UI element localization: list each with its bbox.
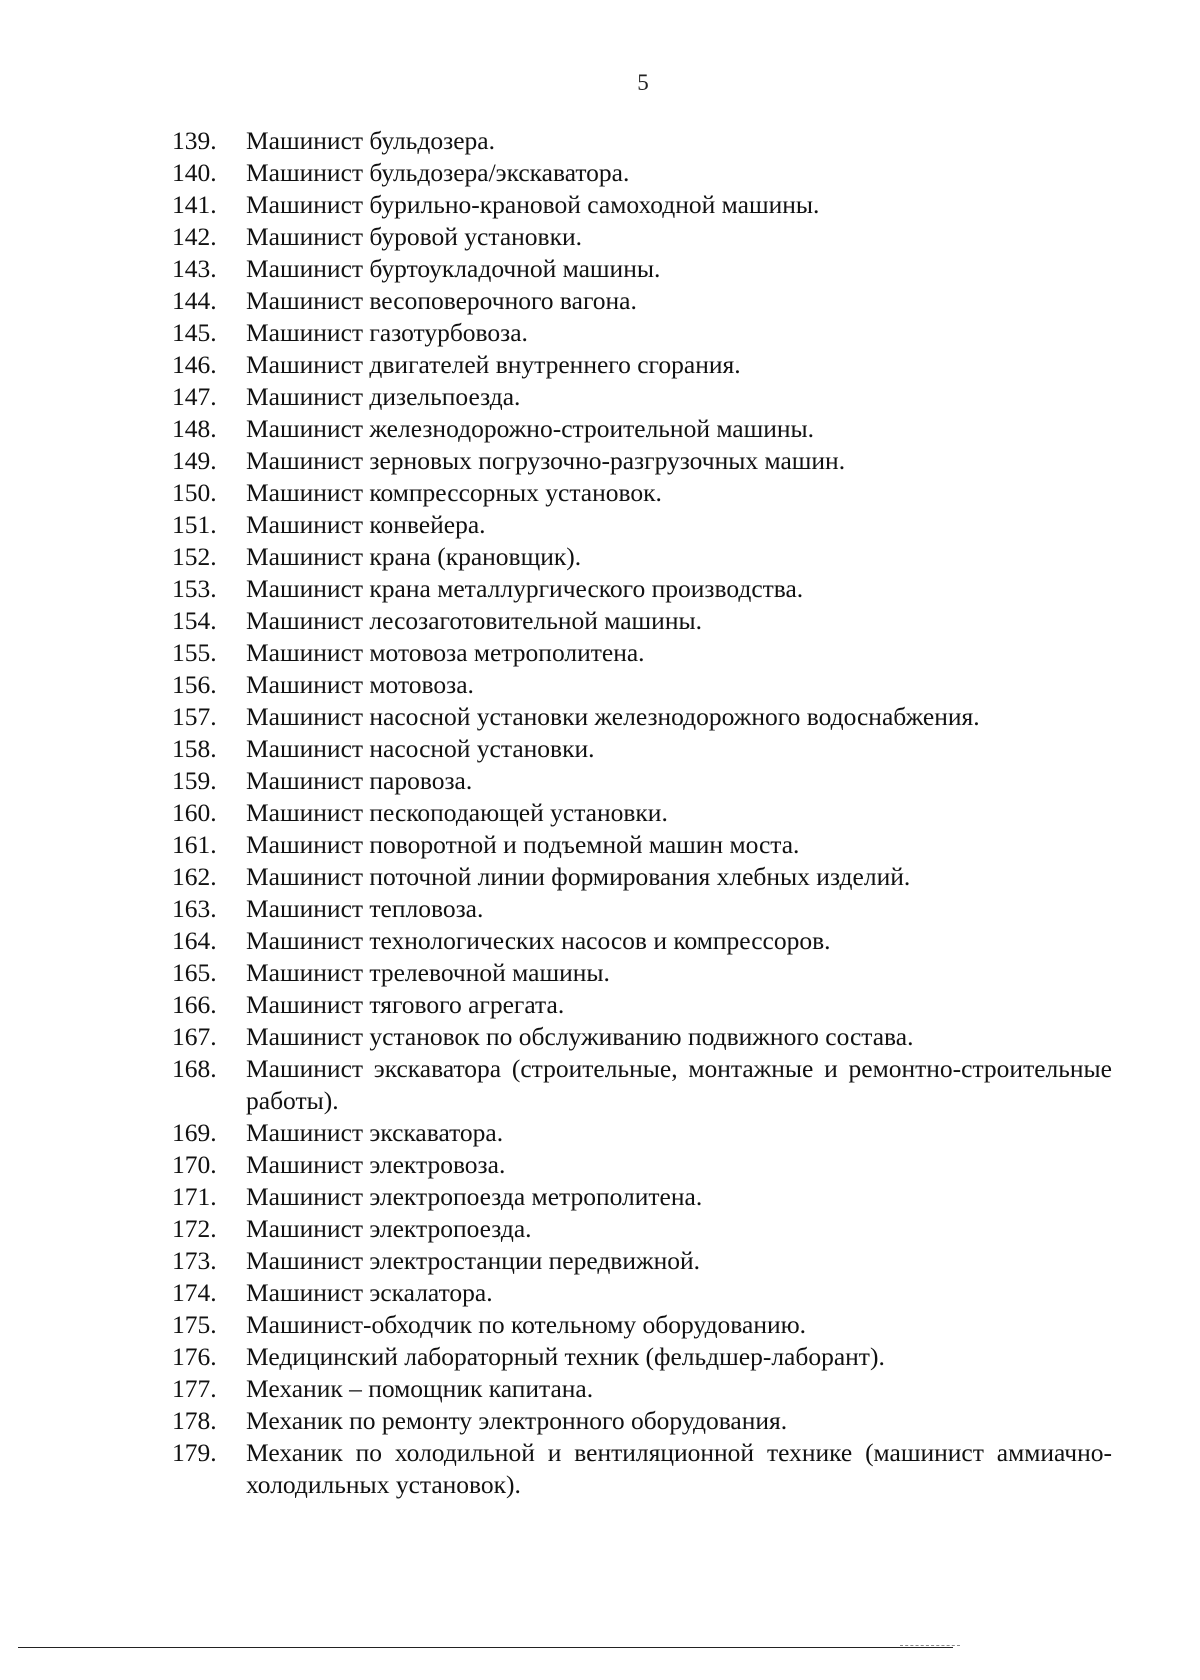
item-text: Машинист электростанции передвижной. <box>246 1246 701 1275</box>
bottom-divider <box>18 1647 953 1648</box>
item-text: Машинист бульдозера. <box>246 126 495 155</box>
list-item <box>172 1117 1112 1149</box>
list-item <box>172 221 1112 253</box>
item-number: 164. <box>172 926 217 955</box>
item-number: 144. <box>172 286 217 315</box>
item-text: Механик – помощник капитана. <box>246 1374 594 1403</box>
list-item <box>172 413 1112 445</box>
item-number: 158. <box>172 734 217 763</box>
item-number: 153. <box>172 574 217 603</box>
item-text: Машинист поворотной и подъемной машин моста. <box>246 830 800 859</box>
list-item <box>172 1405 1112 1437</box>
item-text: Машинист электропоезда метрополитена. <box>246 1182 703 1211</box>
list-item <box>172 637 1112 669</box>
item-number: 175. <box>172 1310 217 1339</box>
item-number: 151. <box>172 510 217 539</box>
page-number: 5 <box>637 70 649 95</box>
item-number: 173. <box>172 1246 217 1275</box>
item-text: Машинист пескоподающей установки. <box>246 798 668 827</box>
item-text: Машинист весоповерочного вагона. <box>246 286 637 315</box>
list-item <box>172 925 1112 957</box>
list-item <box>172 541 1112 573</box>
item-number: 143. <box>172 254 217 283</box>
list-item <box>172 157 1112 189</box>
item-number: 157. <box>172 702 217 731</box>
item-number: 160. <box>172 798 217 827</box>
item-text: Машинист буртоукладочной машины. <box>246 254 661 283</box>
item-text: Машинист крана (крановщик). <box>246 542 582 571</box>
item-text: Машинист железнодорожно-строительной машины. <box>246 414 815 443</box>
item-text: Машинист мотовоза. <box>246 670 474 699</box>
item-text: Машинист установок по обслуживанию подвижного состава. <box>246 1022 914 1051</box>
item-text: Машинист электровоза. <box>246 1150 506 1179</box>
item-number: 169. <box>172 1118 217 1147</box>
item-number: 146. <box>172 350 217 379</box>
list-item <box>172 1149 1112 1181</box>
item-text: Медицинский лабораторный техник (фельдшер-лаборант). <box>246 1342 885 1371</box>
item-text: Машинист экскаватора. <box>246 1118 504 1147</box>
item-number: 171. <box>172 1182 217 1211</box>
list-item <box>172 189 1112 221</box>
item-text: Машинист трелевочной машины. <box>246 958 610 987</box>
item-number: 167. <box>172 1022 217 1051</box>
item-text: Машинист бульдозера/экскаватора. <box>246 158 630 187</box>
item-text: Машинист бурильно-крановой самоходной машины. <box>246 190 820 219</box>
list-item <box>172 445 1112 477</box>
list-item <box>172 989 1112 1021</box>
item-number: 142. <box>172 222 217 251</box>
list-item <box>172 733 1112 765</box>
item-number: 179. <box>172 1438 217 1467</box>
item-text: Машинист технологических насосов и компрессоров. <box>246 926 831 955</box>
item-text: Машинист крана металлургического производства. <box>246 574 804 603</box>
item-number: 141. <box>172 190 217 219</box>
list-item <box>172 1341 1112 1373</box>
item-text: Машинист тепловоза. <box>246 894 484 923</box>
item-number: 149. <box>172 446 217 475</box>
list-item <box>172 1053 1112 1117</box>
item-number: 174. <box>172 1278 217 1307</box>
item-text: Машинист экскаватора (строительные, монтажные и ремонтно-строительные работы). <box>246 1054 1112 1115</box>
item-number: 140. <box>172 158 217 187</box>
bottom-divider-dashes <box>900 1645 960 1646</box>
list-item <box>172 893 1112 925</box>
list-item <box>172 317 1112 349</box>
item-text: Машинист лесозаготовительной машины. <box>246 606 702 635</box>
list-item <box>172 797 1112 829</box>
item-number: 145. <box>172 318 217 347</box>
list-item <box>172 957 1112 989</box>
list-item <box>172 381 1112 413</box>
item-text: Машинист насосной установки. <box>246 734 595 763</box>
item-text: Машинист паровоза. <box>246 766 473 795</box>
item-text: Механик по холодильной и вентиляционной технике (машинист аммиачно-холодильных установок). <box>246 1438 1112 1499</box>
list-item <box>172 125 1112 157</box>
item-text: Машинист насосной установки железнодорожного водоснабжения. <box>246 702 980 731</box>
list-item <box>172 765 1112 797</box>
item-number: 155. <box>172 638 217 667</box>
item-text: Машинист эскалатора. <box>246 1278 493 1307</box>
item-text: Машинист электропоезда. <box>246 1214 532 1243</box>
item-number: 176. <box>172 1342 217 1371</box>
list-item <box>172 701 1112 733</box>
item-text: Машинист конвейера. <box>246 510 486 539</box>
list-item <box>172 861 1112 893</box>
item-text: Машинист зерновых погрузочно-разгрузочных машин. <box>246 446 846 475</box>
item-text: Машинист компрессорных установок. <box>246 478 662 507</box>
item-number: 165. <box>172 958 217 987</box>
item-number: 177. <box>172 1374 217 1403</box>
list-item <box>172 1437 1112 1501</box>
item-number: 156. <box>172 670 217 699</box>
item-number: 172. <box>172 1214 217 1243</box>
profession-list <box>172 125 1112 1501</box>
list-item <box>172 829 1112 861</box>
item-number: 168. <box>172 1054 217 1083</box>
list-item <box>172 669 1112 701</box>
item-number: 139. <box>172 126 217 155</box>
list-item <box>172 573 1112 605</box>
item-text: Машинист-обходчик по котельному оборудованию. <box>246 1310 807 1339</box>
item-number: 159. <box>172 766 217 795</box>
list-item <box>172 605 1112 637</box>
list-item <box>172 349 1112 381</box>
item-number: 163. <box>172 894 217 923</box>
list-item <box>172 285 1112 317</box>
item-number: 152. <box>172 542 217 571</box>
list-item <box>172 477 1112 509</box>
list-item <box>172 1277 1112 1309</box>
list-item <box>172 1021 1112 1053</box>
item-text: Механик по ремонту электронного оборудования. <box>246 1406 788 1435</box>
item-number: 148. <box>172 414 217 443</box>
item-text: Машинист тягового агрегата. <box>246 990 565 1019</box>
item-number: 166. <box>172 990 217 1019</box>
list-item <box>172 1373 1112 1405</box>
item-text: Машинист дизельпоезда. <box>246 382 521 411</box>
list-item <box>172 509 1112 541</box>
list-item <box>172 1213 1112 1245</box>
item-text: Машинист мотовоза метрополитена. <box>246 638 645 667</box>
item-number: 162. <box>172 862 217 891</box>
list-item <box>172 1181 1112 1213</box>
item-text: Машинист двигателей внутреннего сгорания. <box>246 350 741 379</box>
item-number: 154. <box>172 606 217 635</box>
list-item <box>172 1245 1112 1277</box>
item-text: Машинист газотурбовоза. <box>246 318 528 347</box>
item-number: 147. <box>172 382 217 411</box>
item-number: 161. <box>172 830 217 859</box>
item-text: Машинист буровой установки. <box>246 222 582 251</box>
item-number: 150. <box>172 478 217 507</box>
item-text: Машинист поточной линии формирования хлебных изделий. <box>246 862 911 891</box>
item-number: 178. <box>172 1406 217 1435</box>
list-item <box>172 253 1112 285</box>
item-number: 170. <box>172 1150 217 1179</box>
list-item <box>172 1309 1112 1341</box>
